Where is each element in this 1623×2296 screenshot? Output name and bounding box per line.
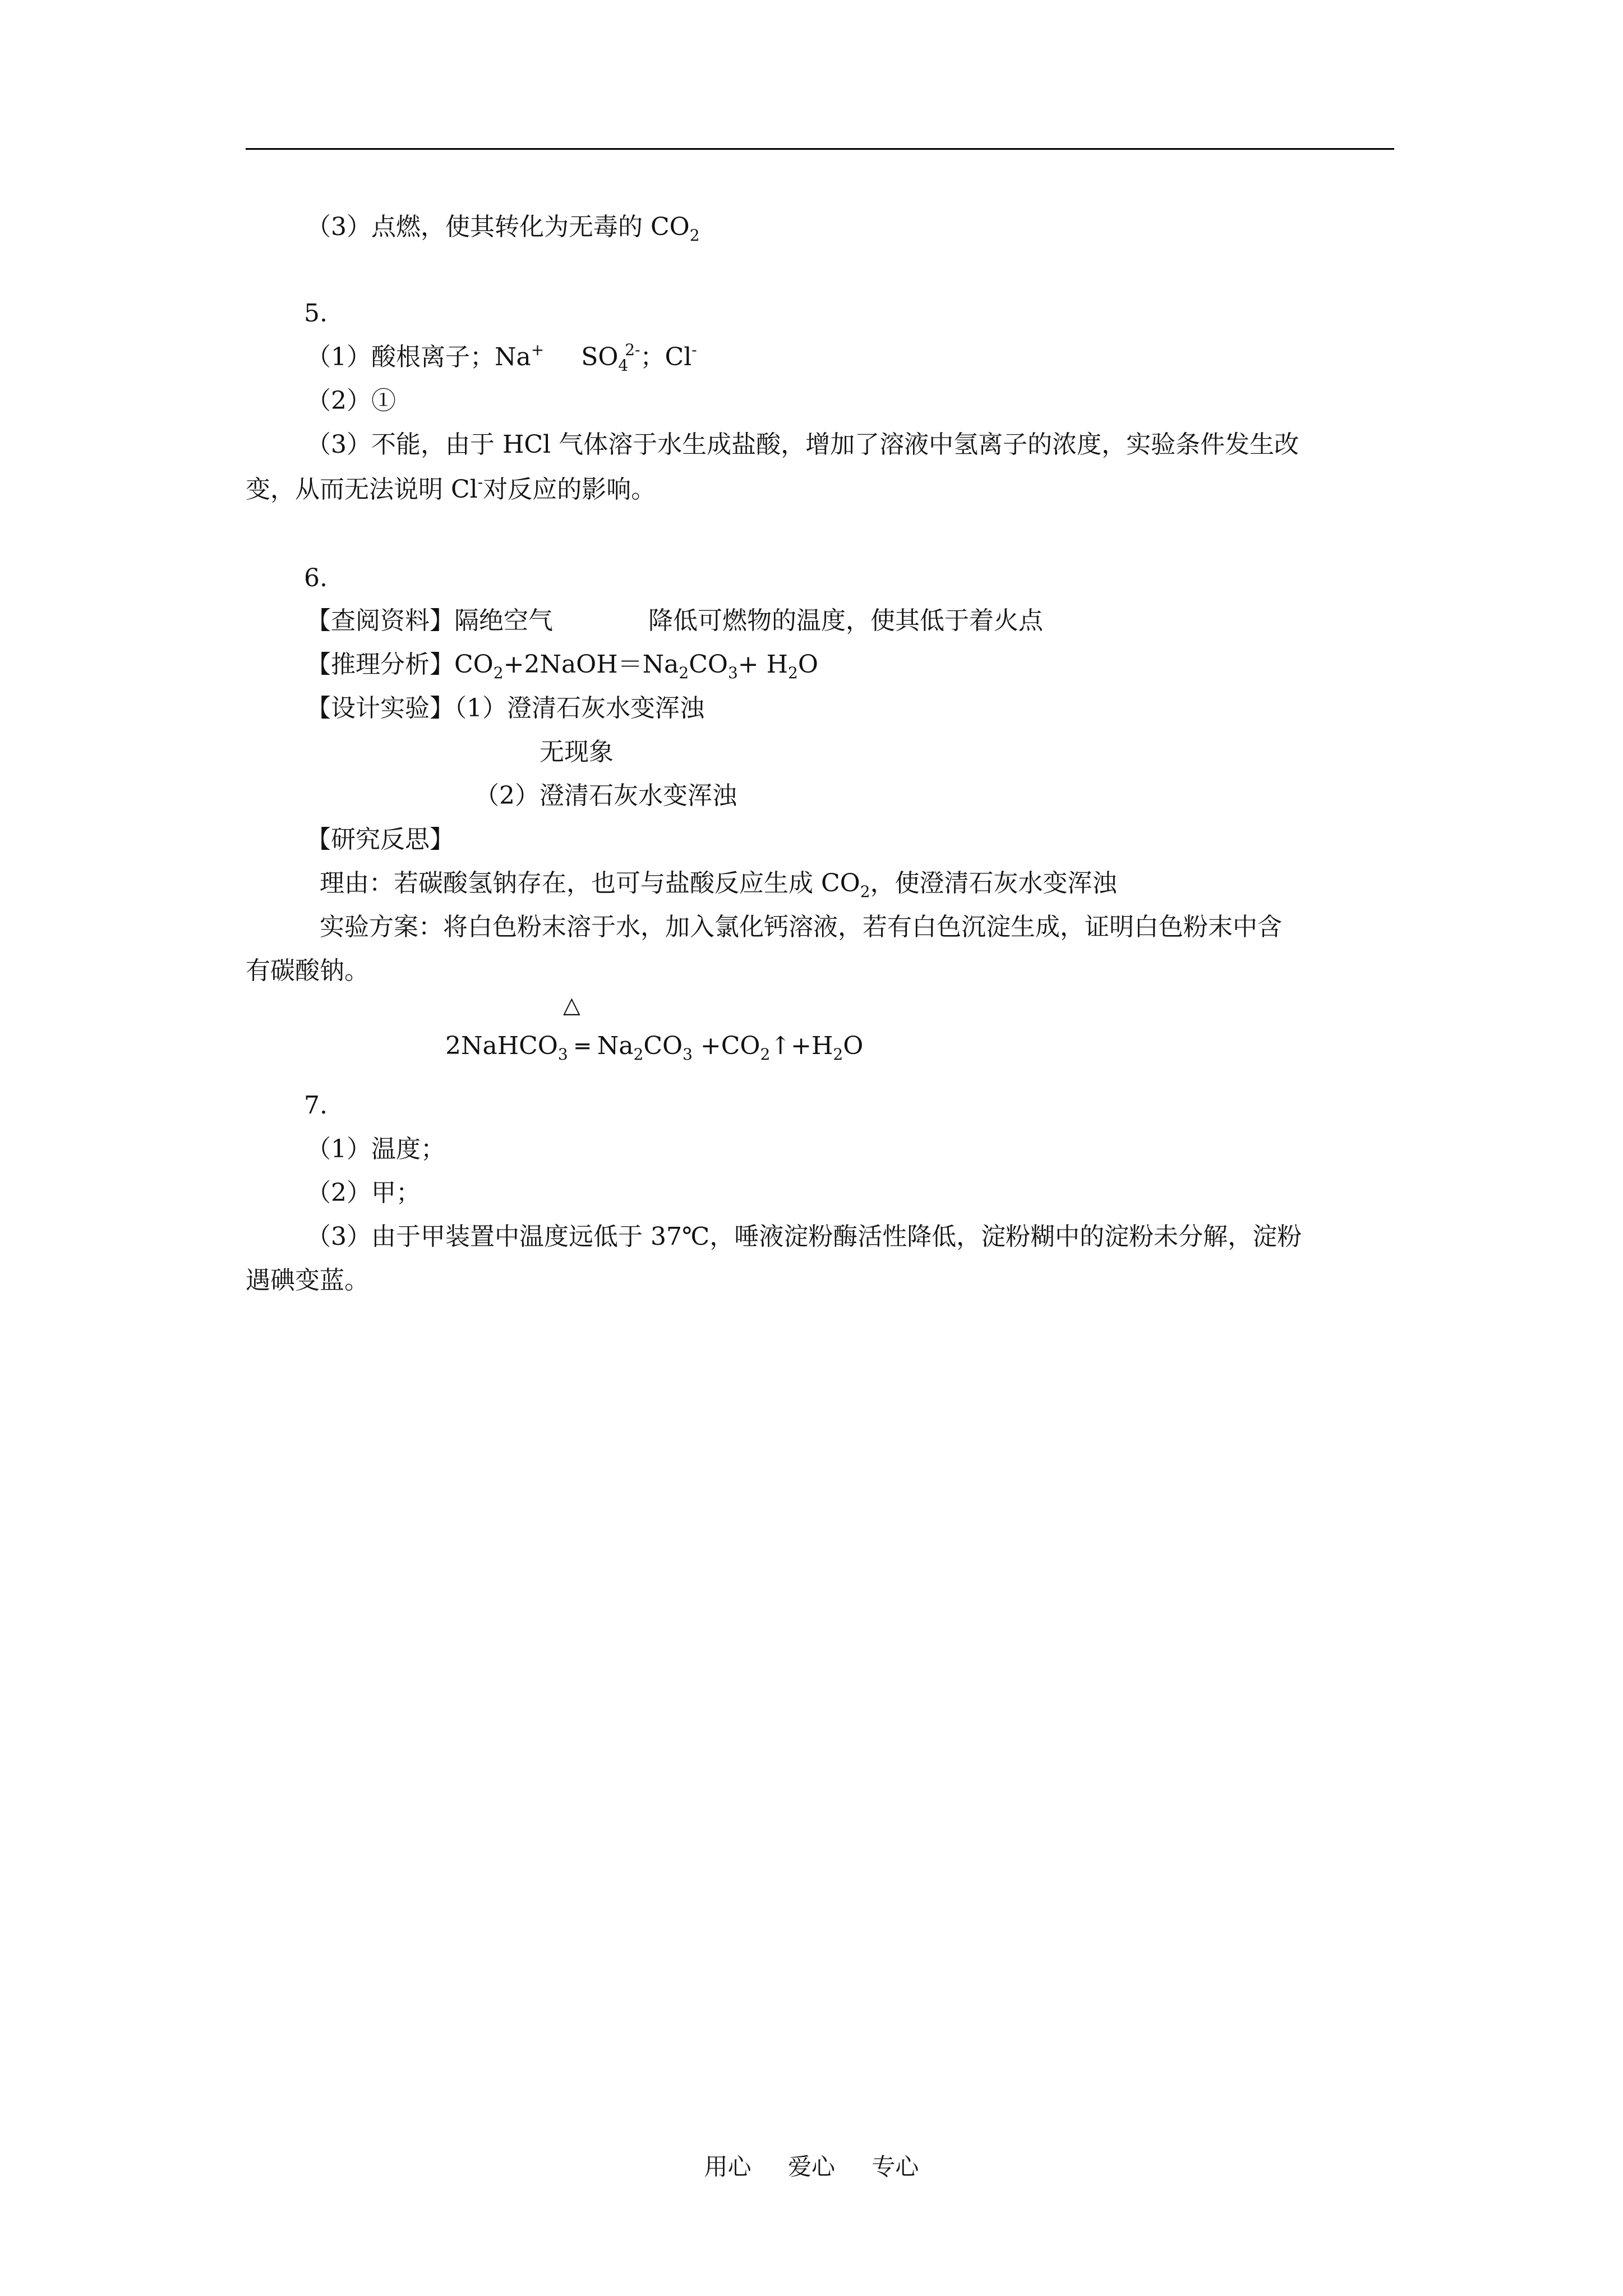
q6-plan-line1: 实验方案：将白色粉末溶于水，加入氯化钙溶液，若有白色沉淀生成，证明白色粉末中含	[320, 913, 1282, 941]
q7-item3-line1: （3）由于甲装置中温度远低于 37℃，唾液淀粉酶活性降低，淀粉糊中的淀粉未分解，淀粉	[306, 1222, 1302, 1251]
q6-design-2: （2）澄清石灰水变浑浊	[474, 781, 737, 810]
footer-word: 用心	[704, 2153, 751, 2180]
footer-word: 专心	[872, 2153, 919, 2180]
q7-item1: （1）温度；	[306, 1135, 445, 1163]
decomposition-equation: 2NaHCO$_3$ ═ $Na_2CO_3$ $+CO_2↑+H_2O$	[445, 1032, 864, 1064]
q7-item3-line2: 遇碘变蓝。	[246, 1266, 369, 1295]
heat-symbol: △	[563, 992, 580, 1018]
header-rule	[246, 148, 1394, 150]
q5-item3-line1: （3）不能，由于 HCl 气体溶于水生成盐酸，增加了溶液中氢离子的浓度，实验条件发生改	[306, 430, 1299, 459]
q6-number: 6.	[304, 564, 328, 592]
footer-word: 爱心	[787, 2153, 835, 2180]
q7-number: 7.	[304, 1091, 328, 1120]
q6-design-1b: 无现象	[540, 738, 614, 766]
q5-item2: （2）①	[306, 386, 396, 415]
q6-plan-line2: 有碳酸钠。	[246, 956, 369, 985]
q6-reasoning: 【推理分析】$CO_2+2NaOH=Na_2CO_3+ H_2O$	[306, 650, 818, 682]
q7-item2: （2）甲；	[306, 1179, 421, 1207]
page-footer	[0, 2153, 1623, 2181]
q5-item1: （1）酸根离子；Na+ $SO_4^{2-}$；Cl-	[306, 341, 697, 375]
q6-reflect-label: 【研究反思】	[306, 825, 454, 854]
q6-reason-text: 理由：若碳酸氢钠存在，也可与盐酸反应生成 $CO_2$，使澄清石灰水变浑浊	[320, 869, 1117, 901]
q6-lookup: 【查阅资料】隔绝空气 降低可燃物的温度，使其低于着火点	[306, 606, 1043, 635]
q5-item3-line2: 变，从而无法说明 Cl-对反应的影响。	[246, 473, 656, 504]
q5-number: 5.	[304, 299, 328, 328]
q4-item3: （3）点燃，使其转化为无毒的 $CO_2$	[306, 213, 700, 245]
q6-design-1: 【设计实验】（1）澄清石灰水变浑浊	[306, 694, 704, 723]
